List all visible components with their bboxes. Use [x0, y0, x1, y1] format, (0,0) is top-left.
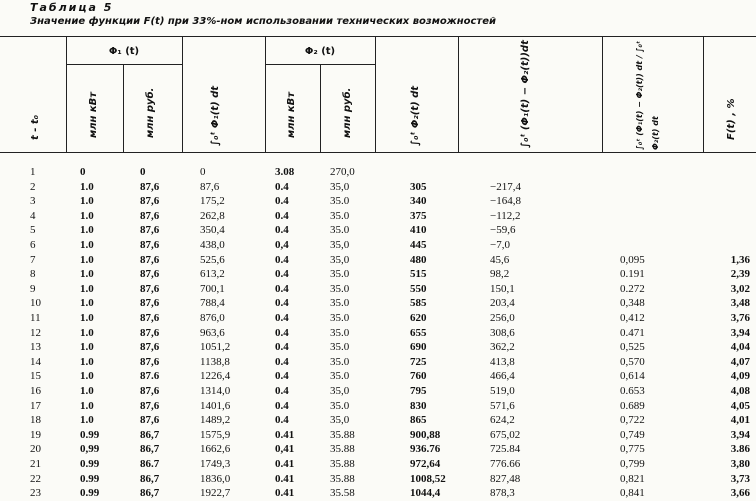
table-number: Таблица 5 — [30, 1, 114, 14]
cell-int-diff: 776.66 — [490, 458, 521, 470]
cell-t: 2 — [30, 180, 36, 193]
cell-f-percent: 3,94 — [730, 326, 750, 339]
cell-ratio: 0,412 — [620, 312, 645, 324]
cell-int-phi1: 876,0 — [200, 312, 225, 324]
cell-phi1-power: 1.0 — [80, 312, 94, 324]
cell-phi1-power: 1.0 — [80, 239, 94, 251]
col-rule — [602, 37, 603, 153]
cell-phi1-power: 1.0 — [80, 326, 94, 339]
cell-t: 20 — [30, 443, 41, 456]
header-ratio: ∫₀ᵗ (Φ₁(t) − Φ₂(t)) dt / ∫₀ᵗ Φ₂(t) dt — [635, 40, 660, 150]
cell-int-phi2: 340 — [410, 195, 427, 208]
cell-t: 23 — [30, 487, 41, 500]
cell-int-diff: 413,8 — [490, 355, 515, 368]
cell-phi1-power: 0.99 — [80, 428, 100, 441]
cell-f-percent: 4,01 — [730, 414, 750, 427]
cell-f-percent: 3,76 — [730, 312, 750, 324]
cell-phi2-rub: 35.0 — [330, 341, 350, 354]
cell-phi1-rub: 87,6 — [140, 253, 160, 266]
cell-t: 12 — [30, 326, 41, 339]
cell-phi1-power: 1.0 — [80, 370, 94, 383]
cell-phi2-power: 0.4 — [275, 341, 289, 354]
cell-phi2-power: 0.41 — [275, 487, 295, 500]
cell-phi2-power: 0.4 — [275, 268, 289, 281]
cell-int-diff: 45,6 — [490, 253, 510, 266]
cell-int-diff: 519,0 — [490, 385, 515, 397]
cell-int-phi1: 1836,0 — [200, 472, 231, 485]
cell-phi1-power: 1.0 — [80, 399, 94, 412]
header-int-phi1: ∫₀ᵗ Φ₁(t) dt — [210, 85, 221, 146]
cell-phi2-rub: 35.0 — [330, 312, 350, 324]
cell-int-phi2: 515 — [410, 268, 427, 281]
cell-int-diff: −164,8 — [490, 195, 521, 208]
cell-int-phi1: 700,1 — [200, 282, 225, 295]
cell-phi1-power: 0,99 — [80, 443, 100, 456]
header-phi2-group: Φ₂ (t) — [304, 46, 336, 57]
cell-int-phi1: 788,4 — [200, 297, 225, 310]
cell-int-phi2: 795 — [410, 385, 427, 397]
cell-int-diff: 256,0 — [490, 312, 515, 324]
cell-int-phi1: 1314,0 — [200, 385, 231, 397]
cell-int-phi1: 1401,6 — [200, 399, 231, 412]
cell-phi2-power: 0.4 — [275, 326, 289, 339]
cell-int-phi1: 87,6 — [200, 180, 220, 193]
cell-phi2-power: 0.4 — [275, 195, 289, 208]
cell-ratio: 0.689 — [620, 399, 645, 412]
cell-ratio: 0.471 — [620, 326, 645, 339]
cell-phi1-rub: 86.7 — [140, 458, 160, 470]
cell-phi1-rub: 87,6 — [140, 195, 160, 208]
cell-t: 14 — [30, 355, 41, 368]
cell-int-diff: 362,2 — [490, 341, 515, 354]
cell-phi1-power: 0.99 — [80, 472, 100, 485]
cell-t: 1 — [30, 166, 36, 178]
cell-phi2-power: 0.4 — [275, 180, 289, 193]
col-rule — [320, 65, 321, 153]
cell-f-percent: 4,05 — [730, 399, 750, 412]
cell-phi2-power: 0.4 — [275, 370, 289, 383]
cell-t: 10 — [30, 297, 41, 310]
cell-int-phi2: 375 — [410, 209, 427, 222]
cell-int-phi1: 175,2 — [200, 195, 225, 208]
cell-t: 17 — [30, 399, 41, 412]
cell-phi2-rub: 35.88 — [330, 428, 355, 441]
cell-phi1-rub: 87,6 — [140, 268, 160, 281]
cell-phi2-power: 0.4 — [275, 414, 289, 427]
cell-phi2-rub: 35.0 — [330, 224, 350, 237]
col-rule — [703, 37, 704, 153]
col-rule — [123, 65, 124, 153]
cell-int-phi2: 725 — [410, 355, 427, 368]
cell-t: 16 — [30, 385, 41, 397]
cell-t: 6 — [30, 239, 36, 251]
cell-int-phi1: 0 — [200, 166, 206, 178]
cell-f-percent: 3,73 — [730, 472, 750, 485]
cell-phi1-power: 1.0 — [80, 253, 94, 266]
cell-phi1-rub: 87,6 — [140, 399, 160, 412]
cell-phi2-power: 0.4 — [275, 312, 289, 324]
cell-f-percent: 4,07 — [730, 355, 750, 368]
cell-t: 7 — [30, 253, 36, 266]
cell-phi2-rub: 35.0 — [330, 370, 350, 383]
cell-ratio: 0,095 — [620, 253, 645, 266]
cell-phi2-rub: 35.0 — [330, 355, 350, 368]
cell-phi1-power: 1.0 — [80, 341, 94, 354]
cell-phi2-power: 0.4 — [275, 282, 289, 295]
cell-ratio: 0,821 — [620, 472, 645, 485]
cell-int-phi2: 585 — [410, 297, 427, 310]
cell-f-percent: 3,94 — [730, 428, 750, 441]
cell-phi1-power: 1.0 — [80, 268, 94, 281]
header-f-percent: F(t) , % — [726, 98, 737, 140]
cell-int-diff: 466,4 — [490, 370, 515, 383]
cell-phi2-power: 0.41 — [275, 472, 295, 485]
cell-int-phi2: 480 — [410, 253, 427, 266]
cell-int-diff: 675,02 — [490, 428, 521, 441]
cell-t: 8 — [30, 268, 36, 281]
cell-int-phi2: 865 — [410, 414, 427, 427]
cell-ratio: 0.653 — [620, 385, 645, 397]
cell-phi2-rub: 35,0 — [330, 414, 350, 427]
cell-f-percent: 4,04 — [730, 341, 750, 354]
cell-ratio: 0,749 — [620, 428, 645, 441]
cell-phi2-rub: 35.0 — [330, 297, 350, 310]
cell-t: 3 — [30, 195, 36, 208]
cell-f-percent: 4,09 — [730, 370, 750, 383]
header-phi1-group: Φ₁ (t) — [108, 46, 140, 57]
cell-int-diff: 98,2 — [490, 268, 510, 281]
cell-phi1-power: 1.0 — [80, 195, 94, 208]
cell-int-diff: 308,6 — [490, 326, 515, 339]
cell-int-phi1: 1226,4 — [200, 370, 231, 383]
cell-int-diff: −112,2 — [490, 209, 521, 222]
cell-phi2-rub: 35.0 — [330, 326, 350, 339]
cell-phi1-power: 1.0 — [80, 180, 94, 193]
cell-ratio: 0,722 — [620, 414, 645, 427]
cell-phi1-power: 1.0 — [80, 209, 94, 222]
cell-phi2-rub: 35,0 — [330, 239, 350, 251]
cell-ratio: 0,841 — [620, 487, 645, 500]
header-int-phi2: ∫₀ᵗ Φ₂(t) dt — [410, 85, 421, 146]
cell-phi1-power: 1.0 — [80, 282, 94, 295]
cell-t: 15 — [30, 370, 41, 383]
cell-int-phi2: 445 — [410, 239, 427, 251]
cell-int-phi2: 620 — [410, 312, 427, 324]
cell-phi2-power: 0.41 — [275, 428, 295, 441]
cell-phi1-power: 1.0 — [80, 385, 94, 397]
header-phi1-power: млн кВт — [88, 91, 99, 138]
cell-t: 19 — [30, 428, 41, 441]
cell-ratio: 0,525 — [620, 341, 645, 354]
cell-phi2-rub: 35.0 — [330, 399, 350, 412]
cell-phi1-power: 0.99 — [80, 487, 100, 500]
cell-ratio: 0.272 — [620, 282, 645, 295]
cell-phi2-power: 0.4 — [275, 355, 289, 368]
cell-phi1-rub: 87,6 — [140, 355, 160, 368]
cell-int-phi1: 1489,2 — [200, 414, 231, 427]
cell-phi2-power: 0,4 — [275, 239, 289, 251]
cell-int-phi2: 972,64 — [410, 458, 441, 470]
cell-int-phi2: 760 — [410, 370, 427, 383]
cell-int-phi1: 1922,7 — [200, 487, 231, 500]
header-phi1-rub: млн руб. — [145, 87, 156, 138]
cell-int-phi1: 262,8 — [200, 209, 225, 222]
cell-phi1-rub: 0 — [140, 166, 146, 178]
cell-f-percent: 3,48 — [730, 297, 750, 310]
cell-phi1-power: 1.0 — [80, 224, 94, 237]
cell-f-percent: 4,08 — [730, 385, 750, 397]
cell-phi1-power: 0 — [80, 166, 86, 178]
cell-phi1-power: 1.0 — [80, 355, 94, 368]
cell-int-phi1: 1575,9 — [200, 428, 231, 441]
cell-phi2-rub: 35.58 — [330, 487, 355, 500]
cell-phi2-power: 0.4 — [275, 385, 289, 397]
cell-phi1-rub: 87,6 — [140, 385, 160, 397]
cell-ratio: 0.191 — [620, 268, 645, 281]
cell-int-diff: 150,1 — [490, 282, 515, 295]
cell-int-phi1: 525,6 — [200, 253, 225, 266]
header-phi2-power: млн кВт — [286, 91, 297, 138]
cell-int-phi1: 438,0 — [200, 239, 225, 251]
header-t-minus-t0: t - t₀ — [30, 114, 41, 140]
cell-int-phi2: 1008,52 — [410, 472, 446, 485]
cell-t: 21 — [30, 458, 41, 470]
cell-int-diff: 827,48 — [490, 472, 521, 485]
cell-int-phi2: 936.76 — [410, 443, 441, 456]
cell-int-diff: 878,3 — [490, 487, 515, 500]
cell-int-phi2: 410 — [410, 224, 427, 237]
header-int-diff: ∫₀ᵗ (Φ₁(t) − Φ₂(t))dt — [520, 40, 531, 148]
cell-int-phi2: 550 — [410, 282, 427, 295]
cell-int-diff: −217,4 — [490, 180, 521, 193]
cell-phi1-rub: 87,6 — [140, 282, 160, 295]
cell-phi1-rub: 86,7 — [140, 487, 160, 500]
cell-phi1-rub: 87.6 — [140, 370, 160, 383]
cell-int-phi2: 830 — [410, 399, 427, 412]
cell-int-phi1: 1138,8 — [200, 355, 230, 368]
cell-int-phi1: 963,6 — [200, 326, 225, 339]
cell-ratio: 0,348 — [620, 297, 645, 310]
cell-phi2-rub: 270,0 — [330, 166, 355, 178]
cell-phi1-rub: 86,7 — [140, 443, 160, 456]
cell-f-percent: 3,80 — [730, 458, 750, 470]
cell-phi2-rub: 35.88 — [330, 458, 355, 470]
cell-phi2-power: 3.08 — [275, 166, 295, 178]
cell-phi1-rub: 87,6 — [140, 209, 160, 222]
header-phi2-rub: млн руб. — [342, 87, 353, 138]
cell-phi1-power: 1.0 — [80, 297, 94, 310]
cell-ratio: 0,570 — [620, 355, 645, 368]
cell-t: 5 — [30, 224, 36, 237]
cell-ratio: 0,775 — [620, 443, 645, 456]
cell-phi2-rub: 35.0 — [330, 282, 350, 295]
cell-int-phi2: 655 — [410, 326, 427, 339]
cell-phi2-power: 0.4 — [275, 253, 289, 266]
cell-phi1-rub: 87,6 — [140, 341, 160, 354]
table-title: Значение функции F(t) при 33%-ном использовании технических возможностей — [30, 16, 497, 27]
cell-phi1-rub: 86,7 — [140, 472, 160, 485]
cell-int-diff: 571,6 — [490, 399, 515, 412]
cell-int-phi1: 350,4 — [200, 224, 225, 237]
cell-int-diff: 624,2 — [490, 414, 515, 427]
rule-header-bottom — [0, 152, 756, 153]
cell-t: 11 — [30, 312, 41, 324]
cell-phi2-rub: 35.0 — [330, 195, 350, 208]
cell-int-phi1: 1749,3 — [200, 458, 231, 470]
cell-phi1-rub: 87,6 — [140, 312, 160, 324]
col-rule — [375, 37, 376, 153]
cell-t: 9 — [30, 282, 36, 295]
cell-t: 18 — [30, 414, 41, 427]
cell-phi2-power: 0.4 — [275, 297, 289, 310]
cell-phi2-power: 0.41 — [275, 458, 295, 470]
cell-f-percent: 1,36 — [730, 253, 750, 266]
cell-phi1-rub: 87,6 — [140, 326, 160, 339]
cell-phi1-rub: 86,7 — [140, 428, 160, 441]
cell-phi2-rub: 35,0 — [330, 180, 350, 193]
cell-int-diff: −7,0 — [490, 239, 510, 251]
cell-phi2-rub: 35.88 — [330, 472, 355, 485]
cell-ratio: 0,799 — [620, 458, 645, 470]
cell-int-diff: −59,6 — [490, 224, 516, 237]
cell-phi1-rub: 87,6 — [140, 297, 160, 310]
cell-phi2-rub: 35,0 — [330, 385, 350, 397]
cell-t: 22 — [30, 472, 41, 485]
cell-phi1-rub: 87,6 — [140, 414, 160, 427]
cell-ratio: 0,614 — [620, 370, 645, 383]
cell-int-phi2: 1044,4 — [410, 487, 441, 500]
cell-phi2-rub: 35,0 — [330, 253, 350, 266]
cell-f-percent: 3,66 — [730, 487, 750, 500]
cell-int-phi2: 690 — [410, 341, 427, 354]
cell-phi1-power: 1.0 — [80, 414, 94, 427]
cell-f-percent: 3,02 — [730, 282, 750, 295]
cell-t: 13 — [30, 341, 41, 354]
cell-phi1-rub: 87,6 — [140, 239, 160, 251]
cell-phi2-rub: 35.0 — [330, 209, 350, 222]
cell-phi2-power: 0.4 — [275, 224, 289, 237]
cell-phi2-rub: 35.88 — [330, 443, 355, 456]
col-rule — [182, 37, 183, 153]
cell-phi2-rub: 35.0 — [330, 268, 350, 281]
cell-int-phi1: 1662,6 — [200, 443, 231, 456]
cell-int-phi2: 900,88 — [410, 428, 441, 441]
cell-phi1-rub: 87,6 — [140, 180, 160, 193]
cell-phi2-power: 0,41 — [275, 443, 295, 456]
cell-f-percent: 3.86 — [730, 443, 750, 456]
cell-phi2-power: 0.4 — [275, 399, 289, 412]
cell-f-percent: 2,39 — [730, 268, 750, 281]
cell-phi2-power: 0.4 — [275, 209, 289, 222]
cell-int-phi2: 305 — [410, 180, 427, 193]
cell-int-diff: 725.84 — [490, 443, 521, 456]
cell-int-phi1: 613,2 — [200, 268, 225, 281]
cell-int-diff: 203,4 — [490, 297, 515, 310]
cell-int-phi1: 1051,2 — [200, 341, 231, 354]
cell-phi1-rub: 87,6 — [140, 224, 160, 237]
cell-t: 4 — [30, 209, 36, 222]
cell-phi1-power: 0.99 — [80, 458, 100, 470]
col-rule — [458, 37, 459, 153]
